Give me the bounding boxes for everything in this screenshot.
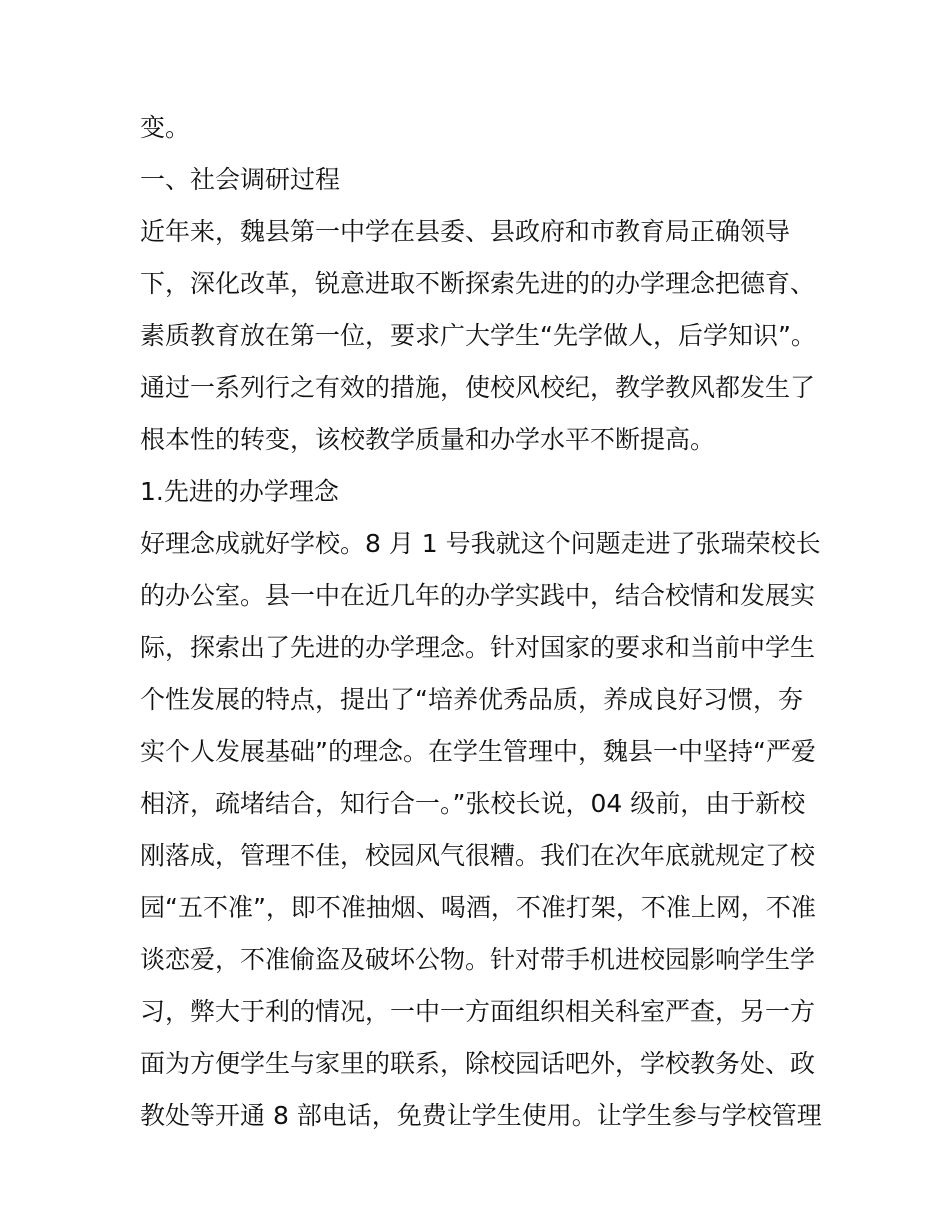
paragraph-line: 下，深化改革，锐意进取不断探索先进的的办学理念把德育、	[140, 269, 816, 298]
paragraph-line: 好理念成就好学校。8 月 1 号我就这个问题走进了张瑞荣校长	[140, 529, 821, 558]
paragraph-line: 园“五不准”，即不准抽烟、喝酒，不准打架，不准上网，不准	[140, 893, 816, 922]
paragraph-line: 实个人发展基础”的理念。在学生管理中，魏县一中坚持“严爱	[140, 737, 816, 766]
paragraph-line: 相济，疏堵结合，知行合一。”张校长说，04 级前，由于新校	[140, 789, 806, 818]
paragraph-line: 习，弊大于利的情况，一中一方面组织相关科室严查，另一方	[140, 997, 816, 1026]
paragraph-line: 刚落成，管理不佳，校园风气很糟。我们在次年底就规定了校	[140, 841, 816, 870]
paragraph-line: 面为方便学生与家里的联系，除校园话吧外，学校教务处、政	[140, 1049, 816, 1078]
paragraph-line: 根本性的转变，该校教学质量和办学水平不断提高。	[140, 425, 716, 454]
paragraph-line: 际，探索出了先进的办学理念。针对国家的要求和当前中学生	[140, 633, 816, 662]
paragraph-line: 的办公室。县一中在近几年的办学实践中，结合校情和发展实	[140, 581, 816, 610]
paragraph-line: 素质教育放在第一位，要求广大学生“先学做人，后学知识”。	[140, 321, 816, 350]
paragraph-line: 谈恋爱，不准偷盗及破坏公物。针对带手机进校园影响学生学	[140, 945, 816, 974]
paragraph-line: 近年来，魏县第一中学在县委、县政府和市教育局正确领导	[140, 217, 791, 246]
paragraph-line: 变。	[140, 113, 191, 142]
section-heading: 一、社会调研过程	[140, 165, 341, 194]
paragraph-line: 个性发展的特点，提出了“培养优秀品质，养成良好习惯，夯	[140, 685, 803, 714]
paragraph-line: 教处等开通 8 部电话，免费让学生使用。让学生参与学校管理	[140, 1101, 822, 1130]
paragraph-line: 通过一系列行之有效的措施，使校风校纪，教学教风都发生了	[140, 373, 816, 402]
subsection-heading: 1.先进的办学理念	[140, 477, 339, 506]
